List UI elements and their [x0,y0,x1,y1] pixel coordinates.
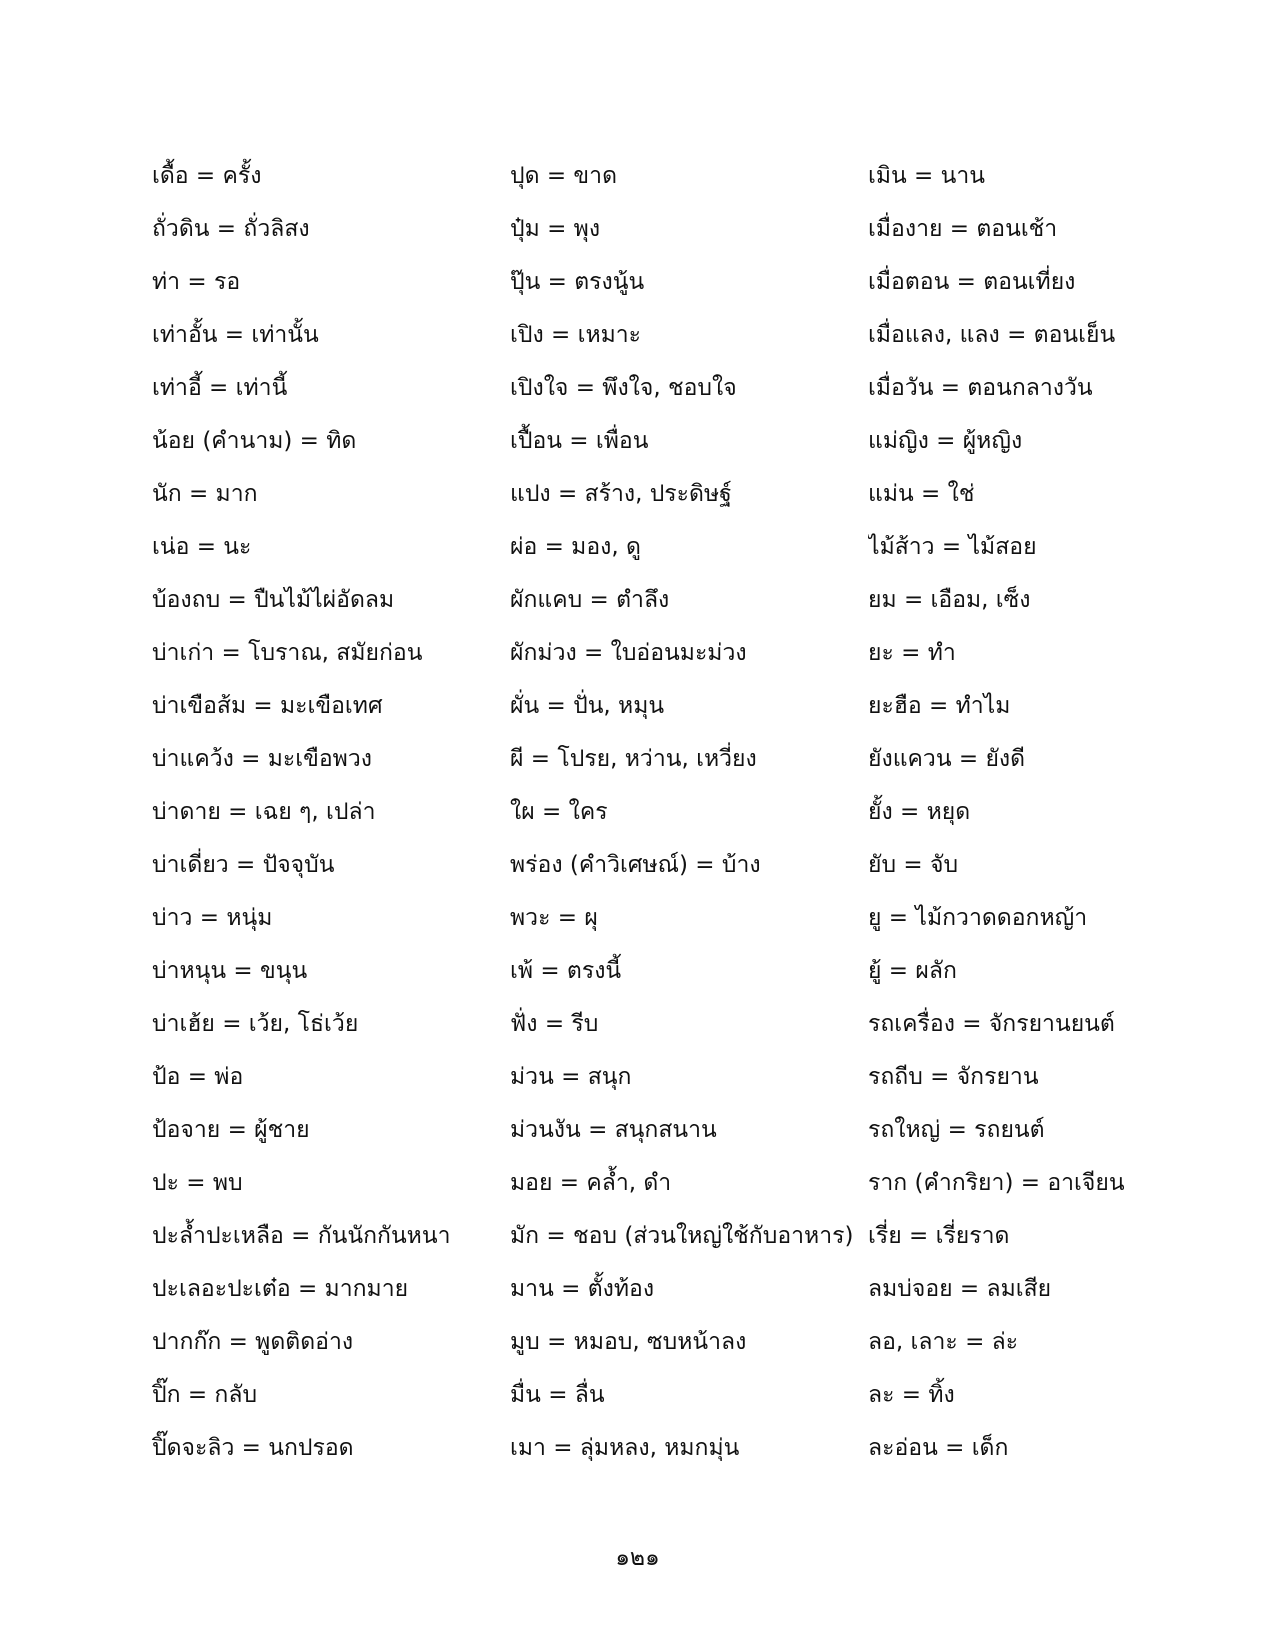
glossary-table [152,150,1152,1475]
glossary-entry: ละอ่อน = เด็ก [868,1435,1009,1461]
glossary-entry: บ้องถบ = ปืนไม้ไผ่อัดลม [152,587,395,613]
glossary-entry: ยั้ง = หยุด [868,799,971,825]
glossary-entry: มื่น = ลื่น [510,1382,605,1408]
glossary-entry: เมิน = นาน [868,163,985,189]
glossary-entry: เมื่อวัน = ตอนกลางวัน [868,375,1093,401]
glossary-entry: ลอ, เลาะ = ล่ะ [868,1329,1019,1355]
glossary-entry: ปุ๋ม = พุง [510,216,601,242]
glossary-entry: ยะฮือ = ทำไม [868,693,1011,719]
glossary-entry: พร่อง (คำวิเศษณ์) = บ้าง [510,852,761,878]
glossary-entry: ยู = ไม้กวาดดอกหญ้า [868,905,1088,931]
glossary-entry: ละ = ทิ้ง [868,1382,955,1408]
glossary-entry: พวะ = ผุ [510,905,598,931]
page-number: ๑๒๑ [615,1545,660,1571]
glossary-entry: ผักแคบ = ตำลึง [510,587,670,613]
glossary-column-1 [152,150,510,1475]
glossary-entry: ยะ = ทำ [868,640,956,666]
glossary-entry: ปิ๊ก = กลับ [152,1382,258,1408]
glossary-entry: นัก = มาก [152,481,258,507]
glossary-entry: แม่ญิง = ผู้หญิง [868,428,1023,454]
glossary-entry: รถใหญ่ = รถยนต์ [868,1117,1045,1143]
glossary-entry: ปะเลอะปะเต๋อ = มากมาย [152,1276,409,1302]
glossary-entry: มาน = ตั้งท้อง [510,1276,655,1302]
glossary-entry: ลมบ่จอย = ลมเสีย [868,1276,1052,1302]
glossary-entry: ยม = เอือม, เซ็ง [868,587,1031,613]
glossary-entry: บ่าหนุน = ขนุน [152,958,308,984]
glossary-entry: ใผ = ใคร [510,799,608,825]
glossary-entry: ยับ = จับ [868,852,959,878]
glossary-entry: ยู้ = ผลัก [868,958,957,984]
glossary-entry: ผ่อ = มอง, ดู [510,534,641,560]
glossary-entry: ผักม่วง = ใบอ่อนมะม่วง [510,640,747,666]
glossary-entry: เดื้อ = ครั้ง [152,163,262,189]
glossary-entry: เปิงใจ = พึงใจ, ชอบใจ [510,375,737,401]
glossary-entry: ฟั่ง = รีบ [510,1011,599,1037]
glossary-entry: เมื่อแลง, แลง = ตอนเย็น [868,322,1116,348]
glossary-entry: เรี่ย = เรี่ยราด [868,1223,1010,1249]
glossary-entry: เมื่อตอน = ตอนเที่ยง [868,269,1076,295]
glossary-entry: เพ้ = ตรงนี้ [510,958,622,984]
glossary-entry: ปะ = พบ [152,1170,243,1196]
glossary-entry: ปิ๊ดจะลิว = นกปรอด [152,1435,354,1461]
glossary-entry: บ่าเฮ้ย = เว้ย, โธ่เว้ย [152,1011,359,1037]
glossary-entry: แม่น = ใช่ [868,481,975,507]
glossary-entry: บ่าเขือส้ม = มะเขือเทศ [152,693,383,719]
glossary-entry: ปะล้ำปะเหลือ = กันนักกันหนา [152,1223,451,1249]
glossary-entry: ปุ๊น = ตรงนู้น [510,269,645,295]
glossary-entry: บ่าเดี่ยว = ปัจจุบัน [152,852,335,878]
glossary-column-3 [868,150,1152,1475]
glossary-entry: บ่าเก่า = โบราณ, สมัยก่อน [152,640,423,666]
glossary-entry: ป้อ = พ่อ [152,1064,244,1090]
glossary-entry: บ่าว = หนุ่ม [152,905,273,931]
glossary-entry: เมา = ลุ่มหลง, หมกมุ่น [510,1435,740,1461]
glossary-entry: รถถีบ = จักรยาน [868,1064,1039,1090]
glossary-entry: แปง = สร้าง, ประดิษฐ์ [510,481,732,507]
glossary-entry: เท่าอั้น = เท่านั้น [152,322,319,348]
glossary-entry: น้อย (คำนาม) = ทิด [152,428,357,454]
glossary-entry: เปิง = เหมาะ [510,322,642,348]
glossary-column-2 [510,150,868,1475]
glossary-entry: ยังแควน = ยังดี [868,746,1026,772]
glossary-entry: ผั่น = ปั่น, หมุน [510,693,665,719]
glossary-entry: ท่า = รอ [152,269,241,295]
glossary-entry: มูบ = หมอบ, ซบหน้าลง [510,1329,747,1355]
glossary-entry: เปื้อน = เพื่อน [510,428,649,454]
glossary-entry: ไม้ส้าว = ไม้สอย [868,534,1037,560]
glossary-entry: ราก (คำกริยา) = อาเจียน [868,1170,1125,1196]
glossary-entry: ม่วน = สนุก [510,1064,632,1090]
glossary-entry: บ่าดาย = เฉย ๆ, เปล่า [152,799,376,825]
glossary-entry: เน่อ = นะ [152,534,252,560]
glossary-entry: ม่วนงัน = สนุกสนาน [510,1117,717,1143]
glossary-entry: ผี = โปรย, หว่าน, เหวี่ยง [510,746,757,772]
glossary-entry: บ่าแคว้ง = มะเขือพวง [152,746,372,772]
glossary-entry: ป้อจาย = ผู้ชาย [152,1117,310,1143]
glossary-entry: เมื่องาย = ตอนเช้า [868,216,1058,242]
glossary-entry: มัก = ชอบ (ส่วนใหญ่ใช้กับอาหาร) [510,1223,854,1249]
glossary-entry: ถั่วดิน = ถั่วลิสง [152,216,310,242]
glossary-entry: รถเครื่อง = จักรยานยนต์ [868,1011,1115,1037]
glossary-entry: มอย = คล้ำ, ดำ [510,1170,672,1196]
glossary-entry: ปุด = ขาด [510,163,618,189]
glossary-entry: ปากก๊ก = พูดติดอ่าง [152,1329,354,1355]
glossary-entry: เท่าอี้ = เท่านี้ [152,375,288,401]
